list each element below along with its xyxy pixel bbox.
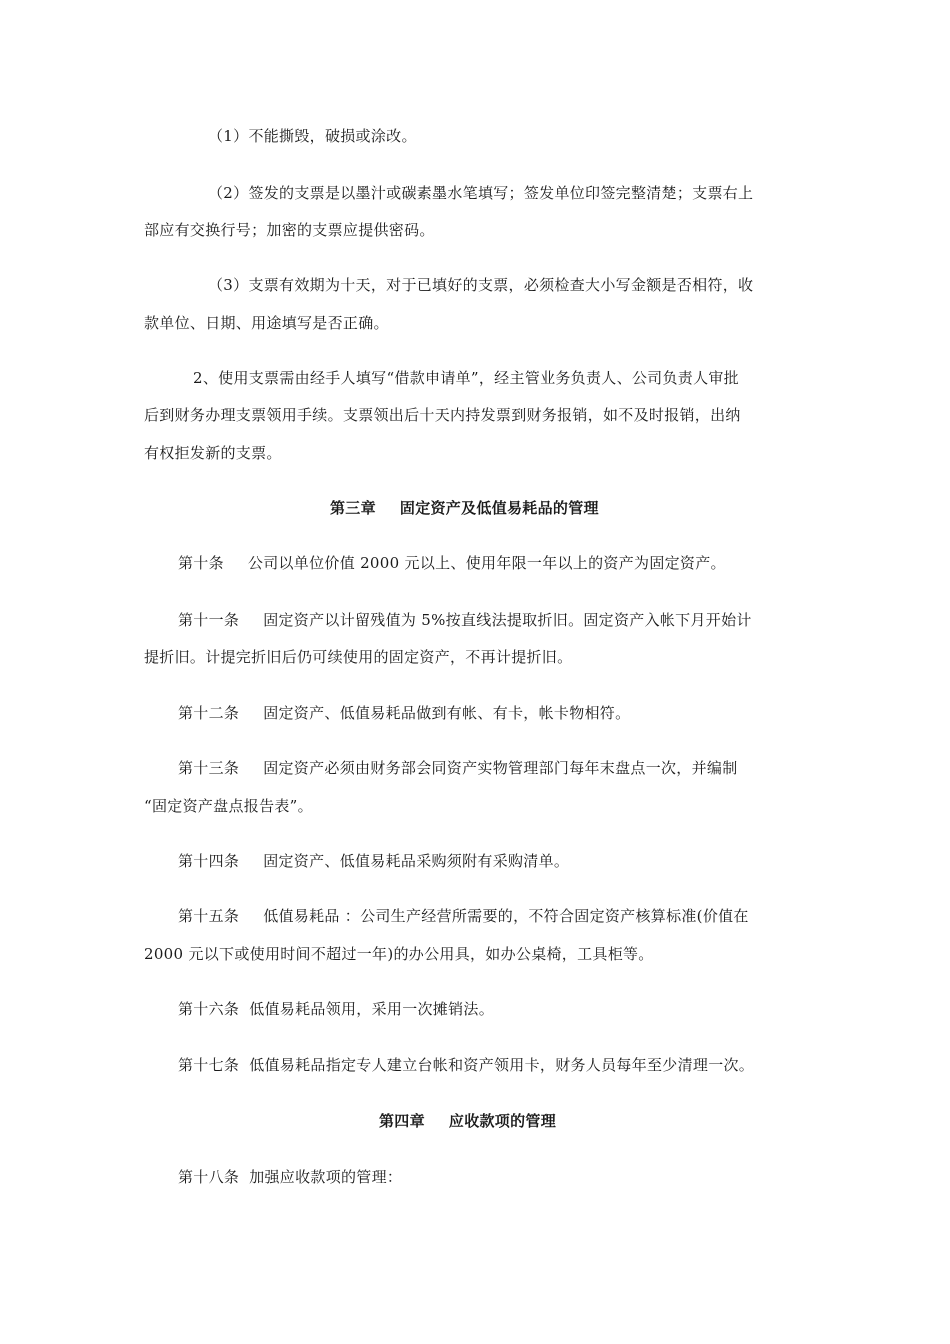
paragraph-line xyxy=(144,405,741,425)
article-line xyxy=(178,999,494,1019)
article-text: 固定资产、低值易耗品做到有帐、有卡，帐卡物相符。 xyxy=(263,704,631,722)
article-line xyxy=(178,851,569,871)
article-number: 第十六条 xyxy=(178,1000,240,1018)
paragraph-text: 款单位、日期、用途填写是否正确。 xyxy=(144,314,389,332)
article-text: 低值易耗品指定专人建立台帐和资产领用卡，财务人员每年至少清理一次。 xyxy=(249,1056,755,1074)
article-text: 固定资产必须由财务部会同资产实物管理部门每年末盘点一次，并编制 xyxy=(263,759,738,777)
article-line xyxy=(178,553,726,573)
article-text: 固定资产、低值易耗品采购须附有采购清单。 xyxy=(263,852,570,870)
article-line xyxy=(178,1167,402,1187)
article-line xyxy=(178,610,752,630)
chapter-heading xyxy=(379,1111,556,1131)
article-text: “固定资产盘点报告表”。 xyxy=(144,797,313,815)
article-number: 第十八条 xyxy=(178,1168,240,1186)
article-text: 固定资产以计留残值为 5%按直线法提取折旧。固定资产入帐下月开始计 xyxy=(263,611,752,629)
paragraph-line xyxy=(144,313,389,333)
article-text: 低值易耗品领用，采用一次摊销法。 xyxy=(249,1000,495,1018)
paragraph-line xyxy=(208,275,753,295)
article-text: 低值易耗品 ：公司生产经营所需要的，不符合固定资产核算标准(价值在 xyxy=(263,907,749,925)
paragraph-line xyxy=(193,368,739,388)
paragraph-text: （1）不能撕毁，破损或涂改。 xyxy=(208,127,417,145)
paragraph-line xyxy=(144,796,313,816)
paragraph-line xyxy=(208,126,417,146)
paragraph-text: （3）支票有效期为十天，对于已填好的支票，必须检查大小写金额是否相符，收 xyxy=(208,276,754,294)
article-number: 第十一条 xyxy=(178,611,240,629)
chapter-title: 应收款项的管理 xyxy=(448,1112,557,1130)
paragraph-line xyxy=(144,443,282,463)
article-line xyxy=(178,703,630,723)
article-line xyxy=(178,758,738,778)
paragraph-text: 2、使用支票需由经手人填写“借款申请单”，经主管业务负责人、公司负责人审批 xyxy=(193,369,739,387)
article-number: 第十四条 xyxy=(178,852,240,870)
paragraph-text: 后到财务办理支票领用手续。支票领出后十天内持发票到财务报销，如不及时报销，出纳 xyxy=(144,406,741,424)
article-line xyxy=(178,1055,754,1075)
chapter-heading xyxy=(330,498,599,518)
paragraph-text: 部应有交换行号；加密的支票应提供密码。 xyxy=(144,221,435,239)
paragraph-line xyxy=(144,647,572,667)
article-number: 第十三条 xyxy=(178,759,240,777)
chapter-number: 第三章 xyxy=(330,499,376,517)
paragraph-text: （2）签发的支票是以墨汁或碳素墨水笔填写；签发单位印签完整清楚；支票右上 xyxy=(208,184,754,202)
paragraph-line xyxy=(208,183,753,203)
article-number: 第十条 xyxy=(178,554,224,572)
article-number: 第十五条 xyxy=(178,907,240,925)
article-text: 2000 元以下或使用时间不超过一年)的办公用具，如办公桌椅，工具柜等。 xyxy=(144,945,654,963)
article-line xyxy=(178,906,749,926)
paragraph-text: 有权拒发新的支票。 xyxy=(144,444,282,462)
article-number: 第十七条 xyxy=(178,1056,240,1074)
article-text: 加强应收款项的管理： xyxy=(249,1168,403,1186)
paragraph-line xyxy=(144,220,435,240)
chapter-title: 固定资产及低值易耗品的管理 xyxy=(399,499,599,517)
paragraph-line xyxy=(144,944,654,964)
article-number: 第十二条 xyxy=(178,704,240,722)
article-text: 提折旧。计提完折旧后仍可续使用的固定资产，不再计提折旧。 xyxy=(144,648,573,666)
article-text: 公司以单位价值 2000 元以上、使用年限一年以上的资产为固定资产。 xyxy=(247,554,726,572)
chapter-number: 第四章 xyxy=(379,1112,425,1130)
